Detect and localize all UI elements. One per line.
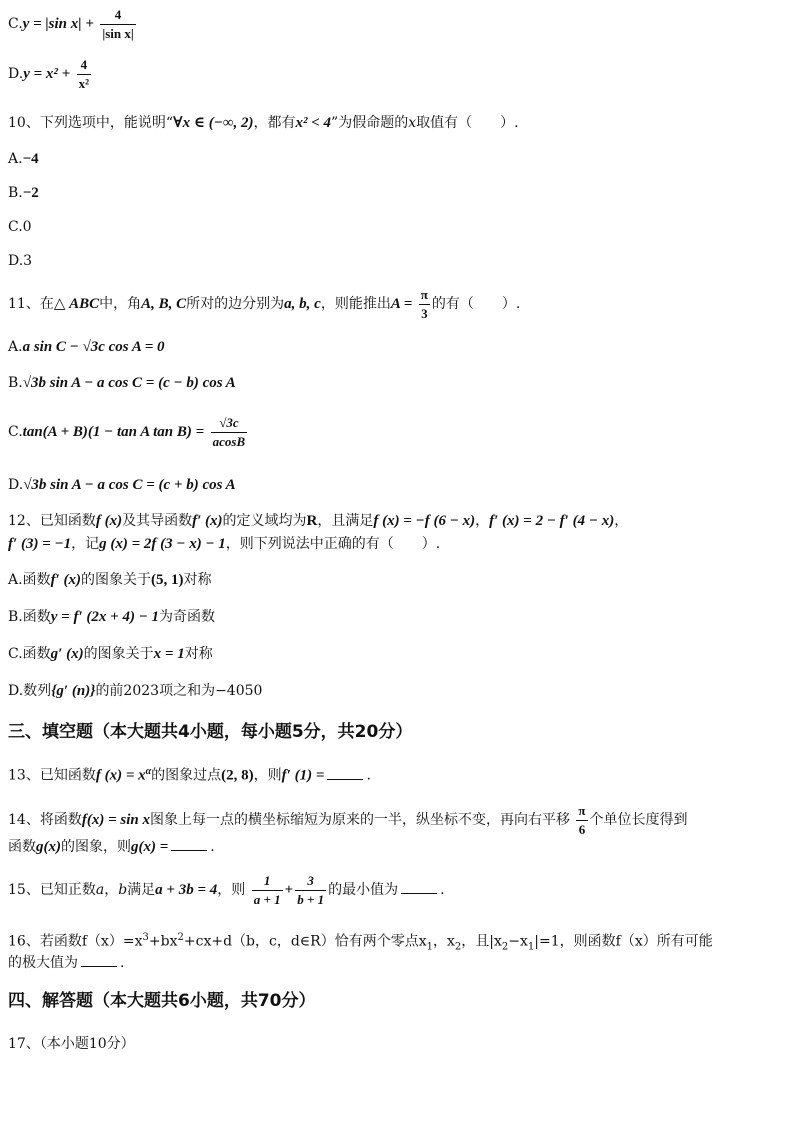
text: .: [440, 882, 445, 899]
math-expr: f′ (x): [50, 572, 82, 588]
q12-option-c: [8, 647, 213, 662]
text: .: [210, 839, 215, 855]
q10-stem: [8, 116, 519, 131]
math-expr: x² < 4: [295, 115, 332, 131]
math-var: x: [408, 115, 417, 131]
option-label: D.3: [8, 253, 33, 269]
fraction: [211, 416, 248, 448]
answer-blank: [401, 892, 437, 894]
text: 为奇函数: [159, 609, 216, 625]
option-label: C.: [8, 16, 23, 33]
math-expr: a, b, c: [284, 296, 321, 313]
denominator: acosB: [212, 433, 246, 449]
math-expr: a sin C − √3c cos A = 0: [22, 339, 165, 355]
numerator: 1: [252, 874, 283, 891]
subscript: 2: [454, 941, 462, 953]
math-expr: g(x) =: [131, 839, 169, 855]
q16-line2: [8, 956, 124, 970]
answer-blank: [327, 778, 363, 780]
math-expr: f′ (x) = 2 − f′ (4 − x): [489, 513, 615, 529]
math-operator: +: [284, 882, 294, 899]
text: 15、已知正数: [8, 882, 96, 899]
option-label: C.: [8, 424, 23, 441]
text: +cx+d（b，c，d∈R）恰有两个零点x: [183, 933, 427, 950]
q13: [8, 767, 371, 784]
denominator: a + 1: [253, 891, 281, 907]
math-expr: R: [306, 513, 318, 529]
text: ，: [614, 513, 629, 529]
text: 个单位长度得到: [589, 812, 688, 829]
denominator: x²: [78, 75, 90, 91]
text: 10、下列选项中，能说明“: [8, 115, 173, 131]
q11-option-d: [8, 478, 236, 493]
math-expr: f′ (1) =: [281, 767, 325, 784]
text: .: [366, 767, 371, 784]
text: 函数: [8, 839, 36, 855]
numerator: π: [576, 804, 587, 821]
text: 对称: [184, 646, 213, 662]
q14-line1: [8, 804, 688, 836]
q10-option-a: [8, 152, 39, 167]
q11-option-c: [8, 416, 249, 448]
math-expr: ∀x ∈ (−∞, 2): [172, 115, 254, 131]
superscript: 2: [177, 932, 184, 943]
option-label: D.: [8, 66, 24, 83]
text: 的图象关于: [81, 572, 152, 588]
text: 及其导函数: [122, 513, 193, 529]
text: ，则下列说法中正确的有（ ）.: [225, 536, 441, 552]
text: 满足: [127, 882, 156, 899]
option-label: D.数列: [8, 683, 52, 699]
text: 的有（ ）.: [431, 296, 521, 313]
numerator: π: [419, 288, 430, 305]
q12-option-a: [8, 573, 212, 588]
subscript: 1: [426, 941, 433, 953]
math-expr: f′ (3) = −1: [8, 536, 72, 552]
q14-line2: [8, 840, 215, 855]
math-expr: g (x) = 2f (3 − x) − 1: [99, 536, 226, 552]
text: −x: [508, 933, 528, 950]
text: 12、已知函数: [8, 513, 96, 529]
math-expr: y = |sin x| +: [22, 16, 94, 33]
q9-option-c: [8, 8, 138, 40]
text: 13、已知函数: [8, 767, 96, 784]
text: ，x: [432, 933, 455, 950]
math-expr: g(x): [36, 839, 61, 855]
text: ”为假命题的: [331, 115, 409, 131]
option-label: A.函数: [8, 572, 51, 588]
fraction: [295, 874, 326, 906]
math-expr: √3b sin A − a cos C = (c + b) cos A: [23, 477, 236, 493]
denominator: 3: [421, 305, 428, 321]
text: 的图象关于: [83, 646, 154, 662]
superscript: 3: [142, 932, 149, 943]
fraction: [419, 288, 430, 320]
numerator: 4: [100, 8, 135, 25]
fraction: [576, 804, 587, 836]
math-expr: −4: [22, 151, 39, 167]
math-expr: a + 3b = 4: [155, 882, 218, 899]
option-label: B.函数: [8, 609, 51, 625]
subscript: 2: [501, 941, 509, 953]
denominator: b + 1: [297, 891, 325, 907]
q11-option-a: [8, 340, 165, 355]
math-expr: f (x): [95, 513, 123, 529]
text: 14、将函数: [8, 812, 82, 829]
text: +bx: [148, 933, 178, 950]
math-expr: f′ (x): [192, 513, 223, 529]
text: 的前2023项之和为−4050: [95, 683, 263, 699]
math-expr: y = x² +: [23, 66, 71, 83]
q12-stem-line2: [8, 537, 440, 552]
denominator: |sin x|: [102, 25, 134, 41]
text: ，则能推出: [320, 296, 391, 313]
answer-blank: [171, 849, 207, 851]
text: .: [120, 955, 125, 971]
text: 所对的边分别为: [186, 296, 285, 313]
text: 取值有（ ）.: [416, 115, 519, 131]
math-expr: y = f′ (2x + 4) − 1: [50, 609, 160, 625]
q12-option-d: [8, 684, 262, 699]
option-label: C.函数: [8, 646, 51, 662]
option-label: B.: [8, 375, 23, 391]
q10-option-c: [8, 220, 32, 234]
numerator: 3: [295, 874, 326, 891]
math-expr: (5, 1): [151, 572, 184, 588]
q10-option-d: [8, 254, 32, 268]
numerator: √3c: [211, 416, 248, 433]
math-expr: (2, 8): [221, 767, 254, 784]
q12-option-b: [8, 610, 215, 625]
text: ，且满足: [317, 513, 374, 529]
q15: [8, 874, 445, 906]
math-expr: tan(A + B)(1 − tan A tan B) =: [22, 424, 205, 441]
math-expr: A =: [390, 296, 413, 313]
math-expr: f (x) = x: [95, 767, 146, 784]
math-expr: △ ABC: [53, 296, 100, 313]
math-var: b: [118, 882, 128, 899]
q11-stem: [8, 288, 520, 320]
subscript: 1: [527, 941, 535, 953]
fraction: [252, 874, 283, 906]
text: ，: [475, 513, 490, 529]
math-expr: f(x) = sin x: [81, 812, 150, 829]
math-expr: √3b sin A − a cos C = (c − b) cos A: [22, 375, 236, 391]
text: ，都有: [253, 115, 296, 131]
text: 的极大值为: [8, 955, 78, 971]
math-expr: g′ (x): [50, 646, 84, 662]
math-expr: x = 1: [153, 646, 185, 662]
text: ，则: [217, 882, 246, 899]
text: 11、在: [8, 296, 54, 313]
q11-option-b: [8, 376, 236, 391]
option-label: C.0: [8, 219, 32, 235]
option-label: B.: [8, 185, 23, 201]
q9-option-d: [8, 58, 93, 90]
text: ，: [104, 882, 119, 899]
section-heading-fill-in: 三、填空题（本大题共4小题，每小题5分，共20分）: [8, 722, 413, 742]
text: 的定义域均为: [222, 513, 307, 529]
text: 对称: [183, 572, 212, 588]
text: ，记: [71, 536, 100, 552]
math-expr: −2: [22, 185, 39, 201]
denominator: 6: [578, 821, 586, 837]
option-label: A.: [8, 151, 23, 167]
text: 的图象过点: [151, 767, 222, 784]
text: ，则: [253, 767, 282, 784]
math-expr: {g′ (n)}: [51, 683, 96, 699]
text: 的最小值为: [328, 882, 399, 899]
text: 图象上每一点的横坐标缩短为原来的一半，纵坐标不变，再向右平移: [149, 812, 570, 829]
text: 中，角: [99, 296, 142, 313]
math-var: a: [95, 882, 105, 899]
fraction: [100, 8, 135, 40]
option-label: A.: [8, 339, 23, 355]
q17: 17、（本小题10分）: [8, 1036, 135, 1052]
text: 的图象，则: [61, 839, 131, 855]
text: 16、若函数f（x）=x: [8, 933, 143, 950]
math-expr: A, B, C: [141, 296, 187, 313]
q10-option-b: [8, 186, 39, 201]
option-label: D.: [8, 477, 24, 493]
numerator: 4: [77, 58, 91, 75]
text: |=1，则函数f（x）所有可能: [534, 933, 713, 950]
text: ，且|x: [461, 933, 502, 950]
section-heading-solutions: 四、解答题（本大题共6小题，共70分）: [8, 991, 316, 1011]
math-exponent: α: [145, 766, 152, 777]
answer-blank: [81, 965, 117, 967]
q12-stem-line1: [8, 514, 628, 529]
math-expr: f (x) = −f (6 − x): [373, 513, 476, 529]
q16-line1: [8, 933, 713, 952]
fraction: [77, 58, 91, 90]
